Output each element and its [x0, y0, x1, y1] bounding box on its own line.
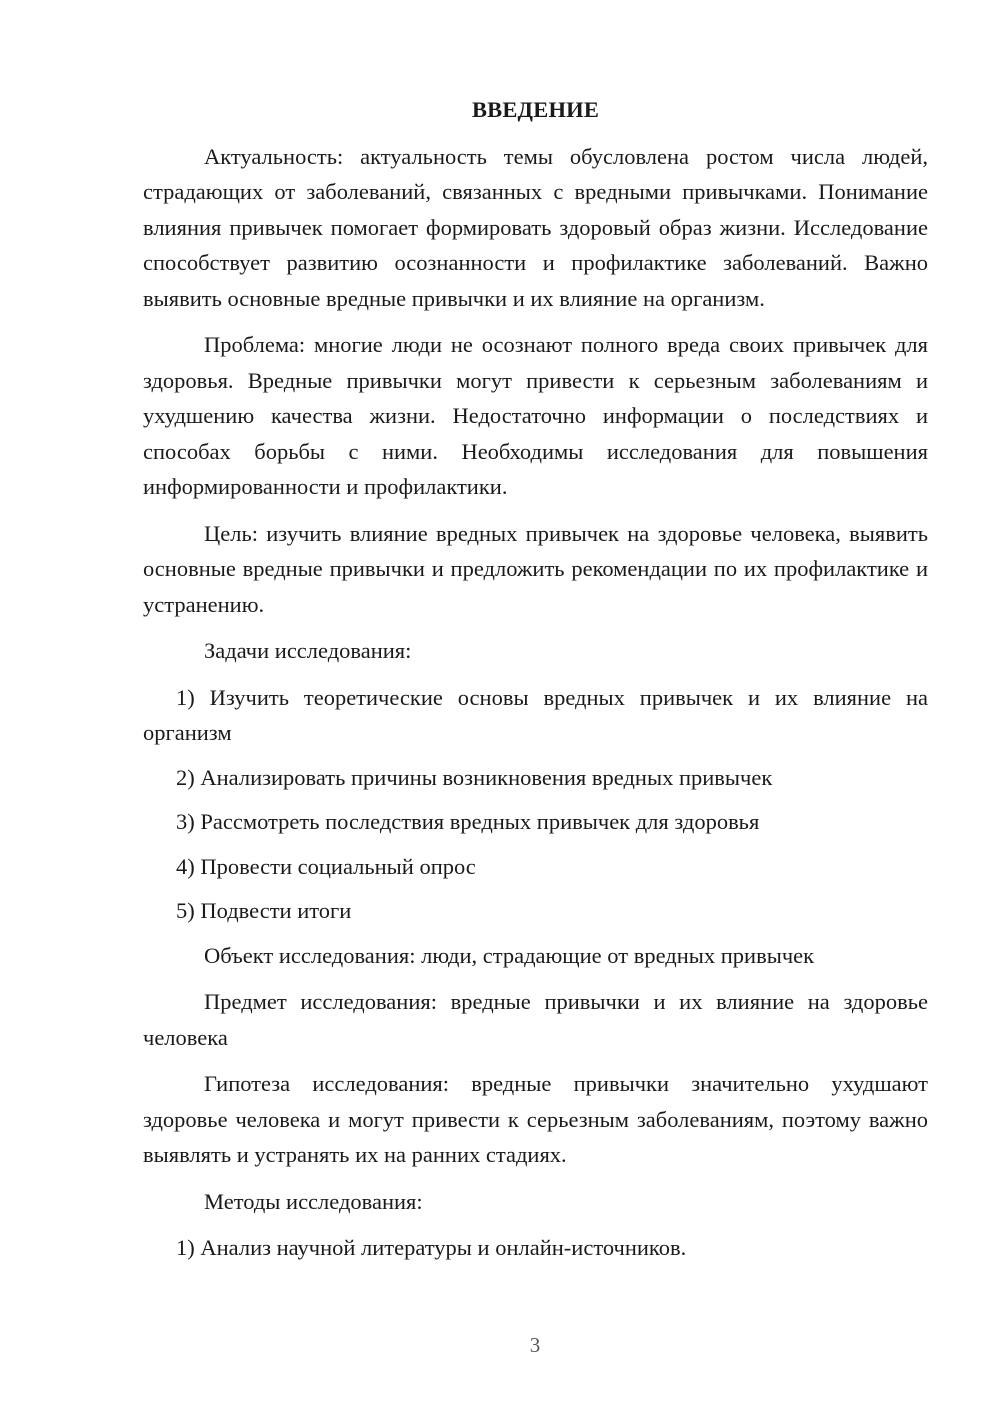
relevance-paragraph: Актуальность: актуальность темы обусловлена ростом числа людей, страдающих от заболеваний, связанных с вредными привычками. Понимание влияния привычек помогает формировать здоровый образ жизни. Исследование способствует развитию осознанности и профилактике заболеваний. Важно выявить основные вредные привычки и их влияние на организм.: [143, 143, 928, 311]
page-number: 3: [529, 1333, 541, 1357]
task-item-3: 3) Рассмотреть последствия вредных привычек для здоровья: [176, 809, 760, 834]
hypothesis-paragraph: Гипотеза исследования: вредные привычки значительно ухудшают здоровье человека и могут привести к серьезным заболеваниям, поэтому важно выявлять и устранять их на ранних стадиях.: [143, 1071, 928, 1167]
tasks-heading: Задачи исследования:: [204, 638, 412, 663]
subject-paragraph: Предмет исследования: вредные привычки и их влияние на здоровье человека: [143, 989, 928, 1050]
method-item-1: 1) Анализ научной литературы и онлайн-источников.: [176, 1235, 687, 1260]
goal-paragraph: Цель: изучить влияние вредных привычек на здоровье человека, выявить основные вредные привычки и предложить рекомендации по их профилактике и устранению.: [143, 520, 928, 617]
task-item-5: 5) Подвести итоги: [176, 898, 352, 923]
problem-paragraph: Проблема: многие люди не осознают полного вреда своих привычек для здоровья. Вредные привычки могут привести к серьезным заболеваниям и ухудшению качества жизни. Недостаточно информации о последствиях и способах борьбы с ними. Необходимы исследования для повышения информированности и профилактики.: [143, 332, 928, 499]
task-item-1: 1) Изучить теоретические основы вредных привычек и их влияние на организм: [143, 684, 928, 745]
task-item-4: 4) Провести социальный опрос: [176, 853, 476, 879]
document-page: [143, 92, 928, 1275]
methods-heading: Методы исследования:: [204, 1188, 423, 1214]
task-item-2: 2) Анализировать причины возникновения вредных привычек: [176, 764, 773, 790]
object-paragraph: Объект исследования: люди, страдающие от вредных привычек: [204, 942, 815, 968]
section-title: ВВЕДЕНИЕ: [471, 97, 600, 122]
